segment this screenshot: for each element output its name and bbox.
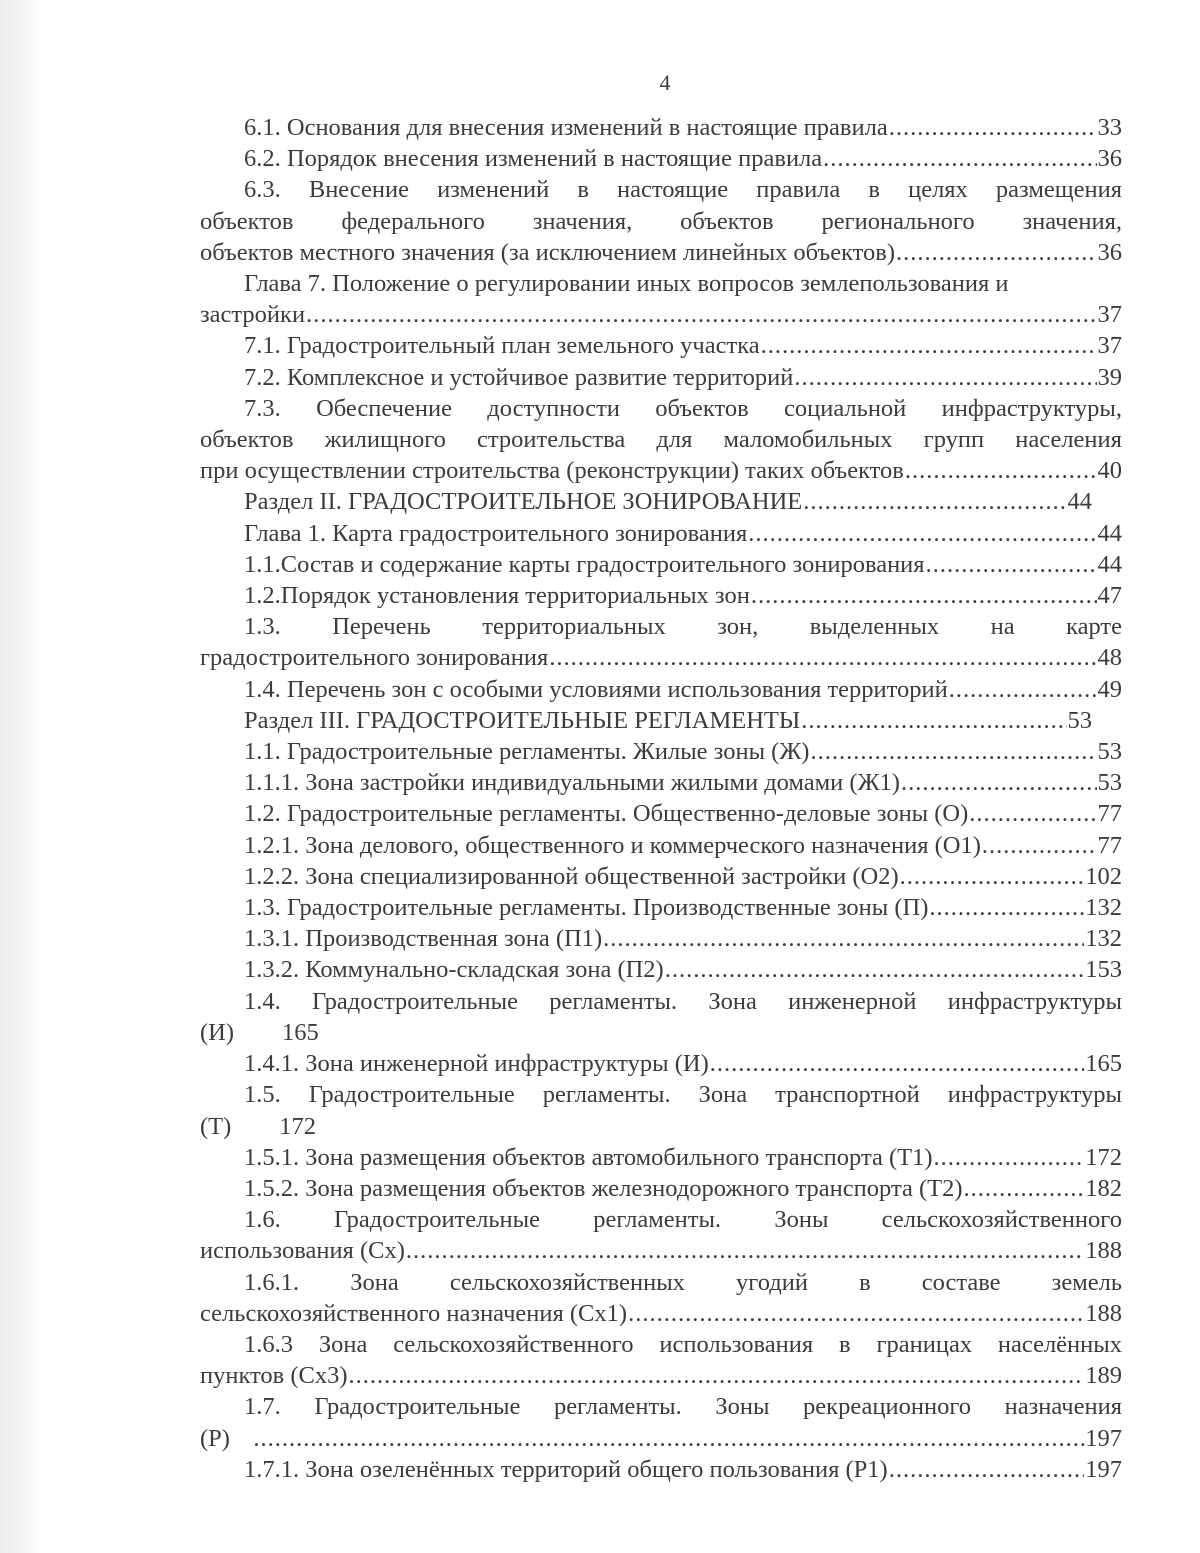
toc-page-number: 165 — [282, 1018, 319, 1046]
toc-section-entry — [200, 705, 1122, 736]
toc-word: инфраструктуры — [947, 1081, 1122, 1109]
toc-word: жилищного — [324, 426, 446, 454]
toc-word: Градостроительные — [312, 987, 518, 1015]
toc-word: Градостроительные — [314, 1393, 521, 1421]
toc-word: 1.3. — [244, 613, 281, 641]
toc-word: использования — [659, 1330, 814, 1358]
toc-page-number: 36 — [1097, 238, 1122, 266]
toc-leader-dots — [665, 954, 1085, 985]
toc-title: 1.1.1. Зона застройки индивидуальными жилыми домами (Ж1) — [244, 769, 900, 797]
toc-line — [200, 1173, 1122, 1204]
toc-page-number: 39 — [1097, 363, 1122, 391]
toc-page-number: 189 — [1085, 1362, 1122, 1390]
toc-entry — [200, 1329, 1122, 1391]
toc-title: 1.1.Состав и содержание карты градостроительного зонирования — [244, 550, 925, 578]
toc-title: 1.1. Градостроительные регламенты. Жилые зоны (Ж) — [244, 738, 810, 766]
toc-word: Градостроительные — [308, 1081, 515, 1109]
toc-word: Зоны — [774, 1206, 829, 1234]
toc-entry — [200, 1079, 1122, 1141]
toc-leader-dots — [896, 237, 1096, 268]
toc-page-number: 188 — [1085, 1299, 1122, 1327]
toc-title: 1.2.2. Зона специализированной общественной застройки (О2) — [244, 862, 899, 890]
toc-word: 1.7. — [244, 1393, 281, 1421]
toc-word: в — [859, 1268, 871, 1296]
toc-line — [200, 830, 1122, 861]
toc-word: 6.3. — [244, 176, 281, 204]
toc-entry — [200, 767, 1122, 798]
toc-page-number: 44 — [1097, 519, 1122, 547]
toc-line — [200, 518, 1122, 549]
toc-title: Раздел II. ГРАДОСТРОИТЕЛЬНОЕ ЗОНИРОВАНИЕ — [244, 488, 803, 516]
toc-page-number: 40 — [1097, 457, 1122, 485]
toc-line — [200, 1391, 1122, 1422]
toc-title: 6.1. Основания для внесения изменений в настоящие правила — [244, 114, 888, 141]
toc-leader-dots — [603, 923, 1084, 954]
toc-line — [200, 674, 1122, 705]
toc-entry — [200, 736, 1122, 767]
toc-title: 1.3.2. Коммунально-складская зона (П2) — [244, 956, 664, 984]
toc-entry — [200, 393, 1122, 487]
toc-page-number: 188 — [1085, 1237, 1122, 1265]
toc-line — [200, 1298, 1122, 1329]
toc-entry — [200, 1142, 1122, 1173]
toc-leader-dots — [889, 112, 1097, 143]
toc-page-number: 197 — [1085, 1424, 1122, 1452]
toc-word: рекреационного — [803, 1393, 972, 1421]
toc-word: сельскохозяйственного — [881, 1206, 1122, 1234]
toc-word: объектов — [655, 394, 749, 422]
toc-line — [200, 861, 1122, 892]
toc-word: групп — [923, 426, 985, 454]
toc-leader-dots — [929, 892, 1084, 923]
toc-page-number: 53 — [1097, 769, 1122, 797]
toc-title: 1.5.2. Зона размещения объектов железнодорожного транспорта (Т2) — [244, 1174, 963, 1202]
toc-page-number: 37 — [1097, 301, 1122, 329]
toc-word: 7.3. — [244, 394, 281, 422]
toc-line — [200, 642, 1122, 673]
toc-leader-dots — [406, 1235, 1084, 1266]
toc-word: карте — [1066, 613, 1122, 641]
toc-line — [200, 268, 1122, 299]
toc-line — [200, 143, 1122, 174]
toc-entry — [200, 892, 1122, 923]
toc-page-number: 37 — [1097, 332, 1122, 360]
toc-leader-dots — [748, 518, 1096, 549]
toc-word: Зона — [698, 1081, 748, 1109]
toc-leader-dots — [810, 736, 1096, 767]
toc-line — [200, 1079, 1122, 1110]
toc-word: 1.6.1. — [244, 1268, 300, 1296]
toc-word: Внесение — [308, 176, 409, 204]
toc-line — [200, 892, 1122, 923]
toc-line — [200, 1017, 1122, 1048]
toc-page-number: 165 — [1085, 1050, 1122, 1078]
toc-word: инфраструктуры — [947, 987, 1122, 1015]
toc-word: зон, — [717, 613, 759, 641]
toc-word: территориальных — [482, 613, 666, 641]
toc-word: угодий — [736, 1268, 808, 1296]
toc-entry — [200, 1204, 1122, 1266]
toc-word: земель — [1051, 1268, 1122, 1296]
toc-word: федерального — [341, 207, 485, 235]
toc-entry — [200, 112, 1122, 143]
toc-line — [200, 112, 1122, 143]
toc-word: 1.5. — [244, 1081, 281, 1109]
toc-word: Зоны — [715, 1393, 770, 1421]
toc-word: сельскохозяйственных — [449, 1268, 685, 1296]
toc-leader-dots — [549, 642, 1096, 673]
toc-leader-dots — [889, 1454, 1085, 1485]
toc-word: 1.6. — [244, 1206, 281, 1234]
toc-word: доступности — [487, 394, 620, 422]
toc-page-number: 182 — [1085, 1174, 1122, 1202]
toc-page-number: 53 — [1097, 738, 1122, 766]
toc-entry — [200, 174, 1122, 268]
toc-leader-dots — [803, 486, 1066, 517]
toc-title: (Т) — [200, 1112, 232, 1140]
toc-line — [200, 1204, 1122, 1235]
toc-word: целях — [908, 176, 968, 204]
toc-title: пунктов (Сх3) — [200, 1362, 348, 1390]
toc-title: 1.2. Градостроительные регламенты. Общественно-деловые зоны (О) — [244, 800, 969, 828]
toc-line — [200, 330, 1122, 361]
toc-page-number: 44 — [1097, 550, 1122, 578]
toc-entry — [200, 143, 1122, 174]
toc-title: (И) — [200, 1018, 235, 1046]
toc-entry — [200, 1267, 1122, 1329]
toc-line — [200, 798, 1122, 829]
toc-line — [200, 549, 1122, 580]
toc-line — [200, 362, 1122, 393]
toc-word: значения, — [1022, 207, 1122, 235]
toc-word: маломобильных — [723, 426, 893, 454]
toc-title: объектов местного значения (за исключением линейных объектов) — [200, 238, 896, 266]
toc-word: настоящие — [617, 176, 729, 204]
toc-title: 6.2. Порядок внесения изменений в настоящие правила — [244, 145, 823, 173]
toc-line — [200, 705, 1122, 736]
toc-word: значения, — [532, 207, 633, 235]
toc-word: для — [656, 426, 693, 454]
toc-page-number: 77 — [1097, 831, 1122, 859]
table-of-contents — [200, 112, 1122, 1485]
toc-leader-dots — [306, 299, 1096, 330]
toc-page-number: 33 — [1097, 114, 1122, 141]
toc-section-entry — [200, 486, 1122, 517]
toc-word: инфраструктуры, — [941, 394, 1122, 422]
toc-line — [200, 393, 1122, 424]
toc-entry — [200, 1173, 1122, 1204]
toc-leader-dots — [628, 1298, 1084, 1329]
toc-word: регламенты. — [542, 1081, 671, 1109]
toc-entry — [200, 549, 1122, 580]
toc-line — [200, 1360, 1122, 1391]
toc-word: населения — [1015, 426, 1122, 454]
toc-line — [200, 299, 1122, 330]
toc-leader-dots — [794, 362, 1096, 393]
toc-word: выделенных — [809, 613, 940, 641]
toc-word: сельскохозяйственного — [393, 1330, 634, 1358]
toc-word: в — [868, 176, 880, 204]
toc-page-number: 172 — [1085, 1143, 1122, 1171]
toc-word: на — [990, 613, 1015, 641]
toc-leader-dots — [982, 830, 1097, 861]
toc-word: объектов — [200, 426, 294, 454]
toc-word: в — [839, 1330, 851, 1358]
toc-title: 1.2.Порядок установления территориальных зон — [244, 582, 750, 610]
toc-entry — [200, 1454, 1122, 1485]
toc-page-number: 102 — [1085, 862, 1122, 890]
toc-leader-dots — [253, 1423, 1084, 1454]
toc-entry — [200, 268, 1122, 330]
toc-line — [200, 1454, 1122, 1485]
toc-line — [200, 174, 1122, 205]
toc-page-number: 44 — [1067, 488, 1092, 516]
toc-word: населённых — [997, 1330, 1122, 1358]
toc-word: регламенты. — [549, 987, 678, 1015]
toc-leader-dots — [964, 1173, 1085, 1204]
toc-title: 7.2. Комплексное и устойчивое развитие территорий — [244, 363, 794, 391]
toc-line — [200, 455, 1122, 486]
toc-leader-dots — [710, 1048, 1084, 1079]
toc-word: 1.6.3 — [244, 1330, 293, 1358]
toc-line — [200, 1235, 1122, 1266]
toc-word: изменений — [437, 176, 550, 204]
toc-word: в — [577, 176, 589, 204]
toc-entry — [200, 674, 1122, 705]
toc-title: 1.4. Перечень зон с особыми условиями использования территорий — [244, 675, 948, 703]
toc-entry — [200, 923, 1122, 954]
toc-word: 1.4. — [244, 987, 281, 1015]
toc-page-number: 48 — [1097, 644, 1122, 672]
toc-entry — [200, 330, 1122, 361]
toc-leader-dots — [905, 455, 1097, 486]
toc-leader-dots — [823, 143, 1096, 174]
toc-word: регламенты. — [553, 1393, 682, 1421]
toc-word: Зона — [350, 1268, 399, 1296]
toc-title: 1.5.1. Зона размещения объектов автомобильного транспорта (Т1) — [244, 1143, 933, 1171]
toc-word: размещения — [995, 176, 1122, 204]
toc-entry — [200, 830, 1122, 861]
toc-word: социальной — [783, 394, 907, 422]
toc-word: инженерной — [788, 987, 917, 1015]
toc-line — [200, 1142, 1122, 1173]
toc-page-number: 53 — [1067, 706, 1092, 734]
toc-line — [200, 767, 1122, 798]
toc-title: (Р) — [200, 1424, 230, 1452]
toc-leader-dots — [901, 767, 1097, 798]
toc-line — [200, 986, 1122, 1017]
toc-word: Градостроительные — [334, 1206, 540, 1234]
toc-leader-dots — [926, 549, 1097, 580]
toc-title: Глава 1. Карта градостроительного зонирования — [244, 519, 748, 547]
toc-word: объектов — [200, 207, 294, 235]
toc-word: Зона — [318, 1330, 368, 1358]
toc-entry — [200, 1391, 1122, 1453]
toc-title: Раздел III. ГРАДОСТРОИТЕЛЬНЫЕ РЕГЛАМЕНТЫ — [244, 706, 801, 734]
toc-page-number: 77 — [1097, 800, 1122, 828]
toc-page-number: 47 — [1097, 582, 1122, 610]
toc-line — [200, 736, 1122, 767]
toc-word: объектов — [680, 207, 774, 235]
toc-title: при осуществлении строительства (реконструкции) таких объектов — [200, 457, 904, 485]
toc-line — [200, 486, 1122, 517]
toc-leader-dots — [969, 798, 1096, 829]
toc-page-number: 132 — [1085, 894, 1122, 922]
toc-entry — [200, 580, 1122, 611]
toc-word: составе — [921, 1268, 1001, 1296]
toc-entry — [200, 518, 1122, 549]
toc-title: градостроительного зонирования — [200, 644, 549, 672]
toc-title: 7.1. Градостроительный план земельного участка — [244, 332, 760, 360]
toc-word: Зона — [708, 987, 757, 1015]
toc-leader-dots — [801, 705, 1066, 736]
toc-leader-dots — [933, 1142, 1084, 1173]
toc-leader-dots — [949, 674, 1097, 705]
toc-entry — [200, 954, 1122, 985]
toc-line — [200, 206, 1122, 237]
toc-entry — [200, 986, 1122, 1048]
toc-leader-dots — [761, 330, 1097, 361]
toc-leader-dots — [349, 1360, 1085, 1391]
toc-line — [200, 954, 1122, 985]
toc-title: использования (Сх) — [200, 1237, 405, 1265]
toc-word: Обеспечение — [316, 394, 452, 422]
toc-line — [200, 1048, 1122, 1079]
toc-title: застройки — [200, 301, 306, 329]
toc-leader-dots — [900, 861, 1085, 892]
toc-entry — [200, 798, 1122, 829]
toc-entry — [200, 861, 1122, 892]
toc-page-number: 153 — [1085, 956, 1122, 984]
toc-line — [200, 237, 1122, 268]
toc-word: Перечень — [332, 613, 431, 641]
toc-title: 1.2.1. Зона делового, общественного и коммерческого назначения (О1) — [244, 831, 981, 859]
toc-title: 1.3. Градостроительные регламенты. Производственные зоны (П) — [244, 894, 929, 922]
toc-entry — [200, 611, 1122, 673]
toc-word: строительства — [477, 426, 626, 454]
toc-page-number: 36 — [1097, 145, 1122, 173]
toc-page-number: 197 — [1085, 1455, 1122, 1483]
toc-title: 1.4.1. Зона инженерной инфраструктуры (И) — [244, 1050, 709, 1078]
toc-line — [200, 580, 1122, 611]
toc-leader-dots — [751, 580, 1097, 611]
toc-entry — [200, 362, 1122, 393]
toc-entry — [200, 1048, 1122, 1079]
toc-line — [200, 923, 1122, 954]
toc-word: правила — [756, 176, 841, 204]
toc-word: регионального — [821, 207, 975, 235]
scan-edge-shadow — [0, 0, 40, 1553]
toc-page-number: 49 — [1097, 675, 1122, 703]
toc-page-number: 172 — [279, 1112, 317, 1140]
toc-word: границах — [876, 1330, 973, 1358]
toc-title: 1.7.1. Зона озеленённых территорий общего пользования (Р1) — [244, 1455, 888, 1483]
toc-title: сельскохозяйственного назначения (Сх1) — [200, 1299, 628, 1327]
toc-line — [200, 1111, 1122, 1142]
toc-line — [200, 424, 1122, 455]
toc-line — [200, 611, 1122, 642]
toc-title: Глава 7. Положение о регулировании иных вопросов землепользования и — [244, 270, 1009, 298]
toc-title: 1.3.1. Производственная зона (П1) — [244, 925, 603, 953]
toc-line — [200, 1329, 1122, 1360]
toc-word: транспортной — [775, 1081, 920, 1109]
toc-word: назначения — [1004, 1393, 1122, 1421]
toc-word: регламенты. — [593, 1206, 722, 1234]
page-number: 4 — [659, 70, 671, 95]
toc-line — [200, 1267, 1122, 1298]
toc-page-number: 132 — [1085, 925, 1122, 953]
toc-line — [200, 1423, 1122, 1454]
